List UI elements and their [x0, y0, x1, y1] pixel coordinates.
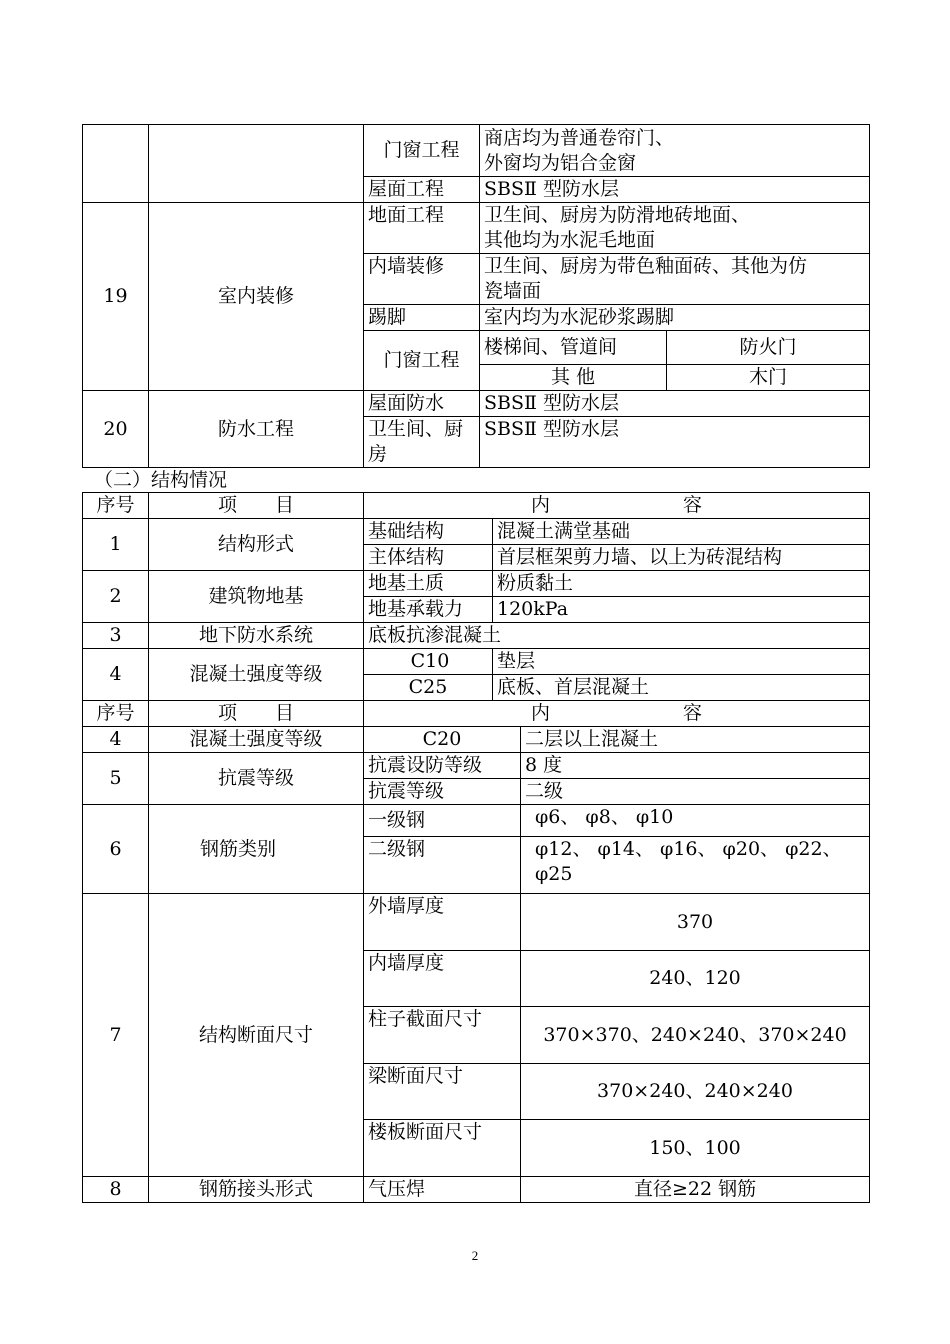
- content-cell: 底板、首层混凝土: [493, 675, 870, 701]
- table-row: [83, 727, 870, 753]
- row-title: 钢筋接头形式: [149, 1177, 364, 1203]
- item-cell: 内墙厚度: [364, 951, 521, 1007]
- structure-table: [82, 492, 870, 1203]
- table-row: [83, 391, 870, 417]
- item-cell: 踢脚: [364, 305, 480, 331]
- row-title: 室内装修: [149, 203, 364, 391]
- content-cell: SBSⅡ 型防水层: [480, 391, 870, 417]
- row-number: 20: [83, 391, 149, 468]
- item-cell: 抗震等级: [364, 779, 521, 805]
- content-cell: 粉质黏土: [493, 571, 870, 597]
- table-row: [83, 753, 870, 779]
- table-row: [83, 894, 870, 951]
- table-row: [83, 623, 870, 649]
- content-cell: 120kPa: [493, 597, 870, 623]
- item-cell: 内墙装修: [364, 254, 480, 305]
- item-cell: 卫生间、厨 房: [364, 417, 480, 468]
- item-cell: 地基土质: [364, 571, 493, 597]
- row-title: 地下防水系统: [149, 623, 364, 649]
- item-cell: C25: [364, 675, 493, 701]
- content-cell: 木门: [667, 365, 870, 391]
- row-number: 8: [83, 1177, 149, 1203]
- row-title: 抗震等级: [149, 753, 364, 805]
- content-cell: SBSⅡ 型防水层: [480, 417, 870, 468]
- item-cell: 主体结构: [364, 545, 493, 571]
- header-item: 项 目: [149, 701, 364, 727]
- row-title: 建筑物地基: [149, 571, 364, 623]
- content-cell: 卫生间、厨房为带色釉面砖、其他为仿 瓷墙面: [480, 254, 870, 305]
- item-cell: 气压焊: [364, 1177, 521, 1203]
- content-cell: 垫层: [493, 649, 870, 675]
- row-number: 2: [83, 571, 149, 623]
- table-row: [83, 1177, 870, 1203]
- row-number: 3: [83, 623, 149, 649]
- header-item: 项 目: [149, 493, 364, 519]
- row-number: 4: [83, 727, 149, 753]
- row-number: 6: [83, 805, 149, 894]
- row-title: 混凝土强度等级: [149, 727, 364, 753]
- header-content: 内 容: [364, 701, 870, 727]
- content-cell: 其 他: [480, 365, 667, 391]
- item-cell: 外墙厚度: [364, 894, 521, 951]
- content-cell: SBSⅡ 型防水层: [480, 177, 870, 203]
- item-cell: 一级钢: [364, 805, 521, 837]
- content-cell: 商店均为普通卷帘门、 外窗均为铝合金窗: [480, 125, 870, 177]
- table-row: [83, 571, 870, 597]
- content-cell: 卫生间、厨房为防滑地砖地面、 其他均为水泥毛地面: [480, 203, 870, 254]
- row-number: 7: [83, 894, 149, 1177]
- page-number: 2: [471, 1248, 479, 1263]
- row-title: 防水工程: [149, 391, 364, 468]
- row-title: 结构形式: [149, 519, 364, 571]
- item-cell: 门窗工程: [364, 331, 480, 391]
- item-cell: 基础结构: [364, 519, 493, 545]
- content-cell: 首层框架剪力墙、以上为砖混结构: [493, 545, 870, 571]
- content-cell: 底板抗渗混凝土: [364, 623, 870, 649]
- table-header-row: [83, 493, 870, 519]
- content-cell: φ6、 φ8、 φ10: [521, 805, 870, 837]
- table-row: [83, 203, 870, 254]
- item-cell: 楼板断面尺寸: [364, 1120, 521, 1177]
- table-header-row: [83, 701, 870, 727]
- row-title: 钢筋类别: [149, 805, 364, 894]
- item-cell: C20: [364, 727, 521, 753]
- content-cell: 混凝土满堂基础: [493, 519, 870, 545]
- content-cell: φ12、 φ14、 φ16、 φ20、 φ22、 φ25: [521, 837, 870, 894]
- row-number: 1: [83, 519, 149, 571]
- content-cell: 二层以上混凝土: [521, 727, 870, 753]
- content-cell: 370×240、240×240: [521, 1064, 870, 1120]
- row-number: 4: [83, 649, 149, 701]
- content-cell: 240、120: [521, 951, 870, 1007]
- header-content: 内 容: [364, 493, 870, 519]
- row-number: 5: [83, 753, 149, 805]
- content-cell: 防火门: [667, 331, 870, 365]
- content-cell: 室内均为水泥砂浆踢脚: [480, 305, 870, 331]
- item-cell: 二级钢: [364, 837, 521, 894]
- item-cell: 柱子截面尺寸: [364, 1007, 521, 1064]
- content-cell: 150、100: [521, 1120, 870, 1177]
- table-row: [83, 805, 870, 837]
- content-cell: 楼梯间、管道间: [480, 331, 667, 365]
- content-cell: 370: [521, 894, 870, 951]
- item-cell: 屋面防水: [364, 391, 480, 417]
- content-cell: 二级: [521, 779, 870, 805]
- document-page: [82, 124, 869, 1203]
- content-cell: 直径≥22 钢筋: [521, 1177, 870, 1203]
- row-number: 19: [83, 203, 149, 391]
- table-row: [83, 649, 870, 675]
- building-table: [82, 124, 870, 468]
- item-cell: 门窗工程: [364, 125, 480, 177]
- item-cell: 地面工程: [364, 203, 480, 254]
- row-title: 混凝土强度等级: [149, 649, 364, 701]
- item-cell: C10: [364, 649, 493, 675]
- section-title: （二）结构情况: [94, 469, 228, 491]
- content-cell: 8 度: [521, 753, 870, 779]
- table-row: [83, 125, 870, 177]
- content-cell: 370×370、240×240、370×240: [521, 1007, 870, 1064]
- item-cell: 梁断面尺寸: [364, 1064, 521, 1120]
- table-row: [83, 519, 870, 545]
- header-no: 序号: [83, 701, 149, 727]
- item-cell: 屋面工程: [364, 177, 480, 203]
- item-cell: 抗震设防等级: [364, 753, 521, 779]
- row-title: 结构断面尺寸: [149, 894, 364, 1177]
- header-no: 序号: [83, 493, 149, 519]
- item-cell: 地基承载力: [364, 597, 493, 623]
